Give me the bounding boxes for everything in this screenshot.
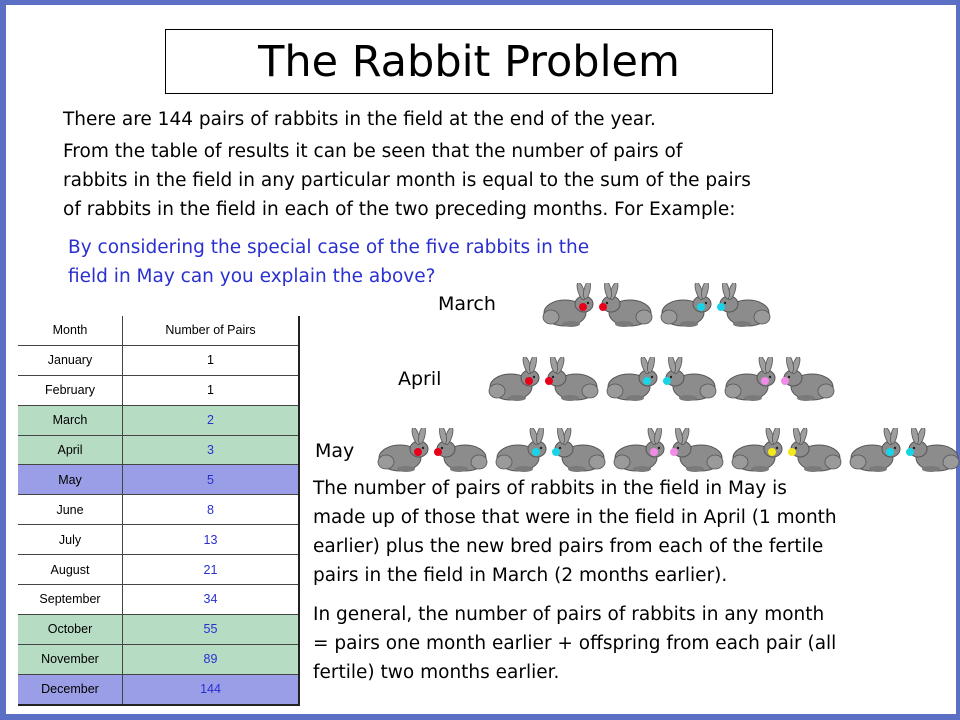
table-row <box>18 345 299 375</box>
pairs-cell: 3 <box>123 435 300 465</box>
pair-marker-dot <box>552 448 560 456</box>
month-cell: April <box>18 435 123 465</box>
pair-marker-dot <box>414 448 422 456</box>
pairs-cell: 13 <box>123 525 300 555</box>
month-cell: July <box>18 525 123 555</box>
pair-marker-dot <box>670 448 678 456</box>
pair-marker-dot <box>599 303 607 311</box>
preceding-months-paragraph <box>63 137 751 224</box>
table-row <box>18 614 299 644</box>
rabbit-icon <box>659 283 717 329</box>
pair-marker-dot <box>768 448 776 456</box>
pair-marker-dot <box>788 448 796 456</box>
pairs-cell: 1 <box>123 345 300 375</box>
pair-marker-dot <box>906 448 914 456</box>
pairs-cell: 8 <box>123 495 300 525</box>
pairs-cell: 1 <box>123 375 300 405</box>
explanation-line: pairs in the field in March (2 months earlier). <box>313 565 728 586</box>
pair-marker-dot <box>717 303 725 311</box>
general-line: = pairs one month earlier + offspring from each pair (all <box>313 633 837 654</box>
explanation-line: The number of pairs of rabbits in the field in May is <box>313 478 787 499</box>
pair-marker-dot <box>525 377 533 385</box>
rabbit-icon <box>730 428 788 474</box>
pairs-cell: 144 <box>123 674 300 704</box>
march-label: March <box>438 293 496 315</box>
month-cell: November <box>18 644 123 674</box>
pair-marker-dot <box>650 448 658 456</box>
month-cell: September <box>18 585 123 615</box>
may-label: May <box>315 440 355 462</box>
rabbit-icon <box>612 428 670 474</box>
month-cell: May <box>18 465 123 495</box>
table-row <box>18 375 299 405</box>
pair-marker-dot <box>761 377 769 385</box>
pairs-cell: 21 <box>123 555 300 585</box>
paragraph-line: of rabbits in the field in each of the two preceding months. For Example: <box>63 199 736 220</box>
title-text: The Rabbit Problem <box>258 36 680 87</box>
pair-marker-dot <box>579 303 587 311</box>
pair-marker-dot <box>643 377 651 385</box>
table-row <box>18 585 299 615</box>
paragraph-line: From the table of results it can be seen that the number of pairs of <box>63 141 683 162</box>
month-cell: February <box>18 375 123 405</box>
question-paragraph <box>68 233 589 291</box>
general-rule-paragraph <box>313 600 836 687</box>
pair-marker-dot <box>434 448 442 456</box>
general-line: fertile) two months earlier. <box>313 662 560 683</box>
table-header-cell: Month <box>18 316 123 345</box>
table-row <box>18 525 299 555</box>
general-line: In general, the number of pairs of rabbits in any month <box>313 604 825 625</box>
intro-text: There are 144 pairs of rabbits in the field at the end of the year. <box>63 109 656 130</box>
pair-marker-dot <box>532 448 540 456</box>
month-cell: January <box>18 345 123 375</box>
question-line: By considering the special case of the five rabbits in the <box>68 237 590 258</box>
pairs-cell: 5 <box>123 465 300 495</box>
table-header-cell: Number of Pairs <box>123 316 300 345</box>
april-label: April <box>398 368 442 390</box>
table-row <box>18 405 299 435</box>
table-row <box>18 435 299 465</box>
table-row <box>18 495 299 525</box>
explanation-paragraph <box>313 474 837 590</box>
question-line: field in May can you explain the above? <box>68 266 436 287</box>
table-header-row <box>18 316 299 345</box>
explanation-line: earlier) plus the new bred pairs from each of the fertile <box>313 536 824 557</box>
pair-marker-dot <box>781 377 789 385</box>
month-cell: March <box>18 405 123 435</box>
table-row <box>18 674 299 704</box>
table-row <box>18 465 299 495</box>
month-pairs-table <box>18 316 300 706</box>
month-cell: August <box>18 555 123 585</box>
paragraph-line: rabbits in the field in any particular month is equal to the sum of the pairs <box>63 170 751 191</box>
table-row <box>18 644 299 674</box>
pairs-cell: 55 <box>123 614 300 644</box>
month-cell: October <box>18 614 123 644</box>
month-cell: December <box>18 674 123 704</box>
month-cell: June <box>18 495 123 525</box>
rabbit-icon <box>487 357 545 403</box>
pair-marker-dot <box>663 377 671 385</box>
slide-title <box>165 29 773 94</box>
rabbit-icon <box>376 428 434 474</box>
rabbit-icon <box>541 283 599 329</box>
explanation-line: made up of those that were in the field in April (1 month <box>313 507 837 528</box>
pairs-cell: 89 <box>123 644 300 674</box>
pair-marker-dot <box>886 448 894 456</box>
pair-marker-dot <box>697 303 705 311</box>
rabbit-icon <box>848 428 906 474</box>
rabbit-icon <box>494 428 552 474</box>
rabbit-icon <box>605 357 663 403</box>
pairs-cell: 34 <box>123 585 300 615</box>
table-row <box>18 555 299 585</box>
pairs-cell: 2 <box>123 405 300 435</box>
rabbit-icon <box>723 357 781 403</box>
pair-marker-dot <box>545 377 553 385</box>
